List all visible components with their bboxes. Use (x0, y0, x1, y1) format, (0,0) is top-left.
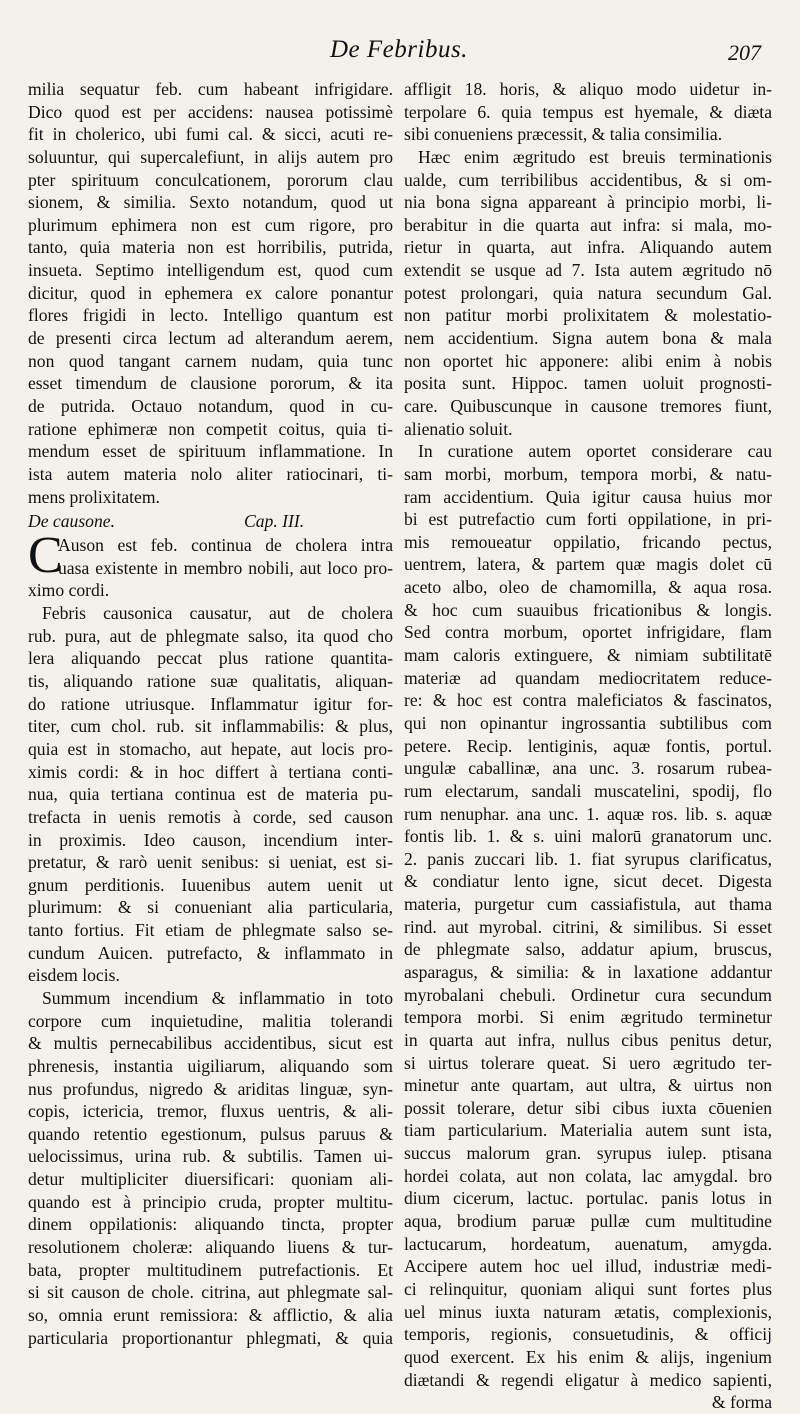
text-line: lera aliquando peccat plus ratione quantita- (28, 648, 393, 669)
text-line: dicitur, quod in ephemera ex calore ponantur (28, 282, 393, 303)
text-line: rietur in quarta, aut infra. Aliquando autem (404, 237, 772, 258)
text-line: care. Quibuscunque in causone tremores fiunt, (404, 395, 772, 416)
text-line: trefacta in uenis remotis à corde, sed causon (28, 806, 393, 827)
text-line: esset timendum de clausione pororum, & ita (28, 373, 393, 394)
text-line: fit in cholerico, ubi fumi cal. & sicci, acuti re- (28, 124, 393, 145)
text-line: non patitur morbi prolixitatem & molestatio- (404, 305, 772, 326)
chapter-title: De causone. (28, 511, 115, 532)
text-line: sam morbi, morbum, tempora morbi, & natu- (404, 463, 772, 484)
text-line: terpolare 6. quia tempus est hyemale, & diæta (404, 101, 772, 122)
text-line: tis, aliquando ratione suæ qualitatis, aliquan- (28, 671, 393, 692)
text-line: detur multipliciter diuersificari: quoniam ali- (28, 1169, 393, 1190)
text-line: ximis cordi: & in hoc differt à tertiana conti- (28, 761, 393, 782)
text-line: ci relinquitur, quoniam aliqui sunt fortes plus (404, 1278, 772, 1299)
text-line: so, omnia erunt remissiora: & afflictio, & alia (28, 1304, 393, 1325)
text-line: asparagus, & similia: & in laxatione addantur (404, 961, 772, 982)
text-line: plurimum: & si conueniant alia particularia, (28, 897, 393, 918)
text-line: Hæc enim ægritudo est breuis terminationis (418, 146, 772, 167)
text-line: pter spirituum conculcationem, pororum clau (28, 169, 393, 190)
text-line: & multis pernecabilibus accidentibus, sicut est (28, 1033, 393, 1054)
text-line: qui non opinantur ingrossantia subtilibus com (404, 712, 772, 733)
text-line: possit tolerare, detur sibi cibus iuxta cōuenien (404, 1097, 772, 1118)
text-line: materia, purgetur cum cassiafistula, aut thama (404, 894, 772, 915)
text-line: quando est à principio cruda, propter multitu- (28, 1191, 393, 1212)
chapter-first-lines (28, 527, 393, 585)
left-text-block (28, 78, 393, 508)
text-line: Dico quod est per accidens: nausea potissimè (28, 101, 393, 122)
text-line: ungulæ caballinæ, ana unc. 3. rosarum rubea- (404, 758, 772, 779)
text-line: resolutionem choleræ: aliquando liuens & tur- (28, 1237, 393, 1258)
chapter-heading (28, 508, 393, 534)
text-line: phrenesis, instantia uigiliarum, aliquando som (28, 1055, 393, 1076)
text-line: particularia proportionantur phlegmati, & quia (28, 1327, 393, 1348)
text-line: pretatur, & rarò uenit senibus: si ueniat, est si- (28, 852, 393, 873)
text-line: uentrem, latera, & partem quæ magis dolet cū (404, 554, 772, 575)
text-line: sionem, & similia. Sexto notandum, quod ut (28, 192, 393, 213)
text-line: in proximis. Ideo causon, incendium inter- (28, 829, 393, 850)
text-line: de phlegmate salso, addatur apium, bruscus, (404, 939, 772, 960)
text-line: ram accidentium. Quia igitur causa huius mor (404, 486, 772, 507)
chapter-number: Cap. III. (244, 511, 305, 532)
text-line: hordei colata, aut non colata, lac amygdal. bro (404, 1165, 772, 1186)
running-head (0, 30, 800, 70)
text-line: posita sunt. Hippoc. tamen uoluit prognosti- (404, 373, 772, 394)
text-line: quod exercent. Ex his enim & alijs, ingenium (404, 1346, 772, 1367)
right-text-block (404, 78, 772, 1391)
text-line: si sit causon de chole. citrina, aut phlegmate sal- (28, 1282, 393, 1303)
left-text-block-2 (28, 579, 393, 1349)
text-line: 2. panis zuccari lib. 1. fiat syrupus clarificatus, (404, 848, 772, 869)
drop-cap: C (28, 527, 63, 585)
text-line: re: & hoc est contra maleficiatos & fascinatos, (404, 690, 772, 711)
text-line: fontis lib. 1. & s. uini malorū granatorum unc. (404, 826, 772, 847)
text-line: cundum Auicen. putrefacto, & inflammato in (28, 942, 393, 963)
text-line: succus malorum gran. syrupus iulep. ptisana (404, 1143, 772, 1164)
text-line: Auson est feb. continua de cholera intra (58, 535, 393, 556)
text-line: myrobalani chebuli. Ordinetur cura secundum (404, 984, 772, 1005)
text-line: soluuntur, qui supercalefiunt, in alijs autem pro (28, 146, 393, 167)
text-line: Accipere autem hoc uel illud, industriæ medi- (404, 1256, 772, 1277)
text-line: aqua, brodium paruæ pullæ cum multitudine (404, 1211, 772, 1232)
running-title: De Febribus. (330, 36, 468, 63)
text-line: potest prolongari, quia natura secundum Gal. (404, 282, 772, 303)
text-line: mam caloris extinguere, & nimiam subtilitatē (404, 645, 772, 666)
text-line: aceto albo, oleo de chamomilla, & aqua rosa. (404, 577, 772, 598)
text-line: non oportet hic apponere: alibi enim à nobis (404, 350, 772, 371)
text-line: berabitur in die quarta aut infra: si mala, mo- (404, 214, 772, 235)
text-line: nia bona signa appareant à principio morbi, li- (404, 192, 772, 213)
text-line: tanto, quia materia non est horribilis, putrida, (28, 237, 393, 258)
text-line: quando retentio egestionum, pulsus paruus & (28, 1123, 393, 1144)
text-line: uasa existente in membro nobili, aut loco pro- (58, 557, 393, 578)
text-line: titer, cum chol. rub. sit inflammabilis: & plus, (28, 716, 393, 737)
text-line: milia sequatur feb. cum habeant infrigidare. (28, 79, 393, 99)
text-line: dinem oppilationis: aliquando tincta, propter (28, 1214, 393, 1235)
text-line: flores frigidi in lecto. Intelligo quantum est (28, 305, 393, 326)
text-line: si uirtus tolerare queat. Si uero ægritudo ter- (404, 1052, 772, 1073)
text-line: eisdem locis. (28, 965, 120, 986)
page-number: 207 (728, 40, 761, 65)
text-line: Febris causonica causatur, aut de cholera (42, 603, 393, 624)
text-line: & hoc cum suauibus fricationibus & longis. (404, 599, 772, 620)
text-line: tanto fortius. Fit etiam de phlegmate salso se- (28, 920, 393, 941)
text-line: nus profundus, nigredo & ariditas linguæ, syn- (28, 1078, 393, 1099)
text-line: nua, quia tertiana continua est de materia pu- (28, 784, 393, 805)
text-line: uel minus iuxta naturam ætatis, complexionis, (404, 1301, 772, 1322)
text-line: nem accidentium. Signa autem bona & mala (404, 328, 772, 349)
text-line: temporis, regionis, consuetudinis, & officij (404, 1324, 772, 1345)
right-column (404, 78, 772, 1413)
left-column (28, 78, 393, 1373)
text-line: materiæ ad quandam mediocritatem reduce- (404, 667, 772, 688)
text-line: minetur ante quartam, aut ultra, & uirtus non (404, 1075, 772, 1096)
text-line: copis, ictericia, tremor, fluxus uentris, & ali- (28, 1101, 393, 1122)
text-line: ista autem materia nolo aliter ratiocinari, ti- (28, 463, 393, 484)
text-line: lactucarum, hordeatum, auenatum, amygda. (404, 1233, 772, 1254)
text-line: affligit 18. horis, & aliquo modo uidetur in- (404, 79, 772, 99)
text-line: ratione ephimeræ non competit coitus, quia ti- (28, 418, 393, 439)
text-line: de putrida. Octauo notandum, quod in cu- (28, 395, 393, 416)
text-line: tempora morbi. Si enim ægritudo terminetur (404, 1007, 772, 1028)
text-line: insueta. Septimo intelligendum est, quod cum (28, 260, 393, 281)
text-line: plurimum ephimera non est cum rigore, pro (28, 214, 393, 235)
text-line: petere. Recip. lentiginis, aquæ fontis, portul. (404, 735, 772, 756)
text-line: In curatione autem oportet considerare cau (418, 441, 772, 462)
text-line: ualde, cum terribilibus accidentibus, & si om- (404, 169, 772, 190)
text-line: rum electarum, sandali muscatelini, spodij, flo (404, 780, 772, 801)
text-line: dium cicerum, lactuc. portulac. panis lotus in (404, 1188, 772, 1209)
text-line: tiam particularium. Materialia autem sunt ista, (404, 1120, 772, 1141)
text-line: de presenti circa lectum ad alterandum aerem, (28, 328, 393, 349)
text-line: diætandi & regendi eligatur à medico sapienti, (404, 1369, 772, 1390)
text-line: do ratione utriusque. Inflammatur igitur for- (28, 693, 393, 714)
catchword: & forma (711, 1392, 772, 1413)
text-line: rub. pura, aut de phlegmate salso, ita quod cho (28, 625, 393, 646)
text-line: Summum incendium & inflammatio in toto (42, 987, 393, 1008)
text-line: rum nenuphar. ana unc. 1. aquæ ros. lib. s. aquæ (404, 803, 772, 824)
text-line: & condiatur lento igne, sicut decet. Digesta (404, 871, 772, 892)
text-line: mis remoueatur oppilatio, fricando pectus, (404, 531, 772, 552)
text-line: Sed contra morbum, oportet infrigidare, flam (404, 622, 772, 643)
text-line: mens prolixitatem. (28, 486, 160, 507)
text-line: bata, propter multitudinem putrefactionis. Et (28, 1259, 393, 1280)
text-line: in quarta aut infra, nullus cibus penitus detur, (404, 1029, 772, 1050)
text-line: uelocissimus, urina rub. & subtilis. Tamen ui- (28, 1146, 393, 1167)
text-line: gnum perditionis. Iuuenibus autem uenit ut (28, 874, 393, 895)
text-line: sibi conueniens præcessit, & talia consimilia. (404, 124, 723, 145)
text-line: extendit se usque ad 7. Ista autem ægritudo nō (404, 260, 772, 281)
chapter-opening (28, 527, 393, 585)
text-line: non quod tangant carnem nudam, quia tunc (28, 350, 393, 371)
text-line: bi est putrefactio cum forti oppilatione, in pri- (404, 509, 772, 530)
text-line: quia est in stomacho, aut hepate, aut locis pro- (28, 738, 393, 759)
text-line: ximo cordi. (28, 580, 110, 601)
text-line: rind. aut myrobal. citrini, & similibus. Si esset (404, 916, 772, 937)
text-line: corpore cum inquietudine, malitia tolerandi (28, 1010, 393, 1031)
text-line: mendum esset de spirituum inflammatione. In (28, 441, 393, 462)
text-line: alienatio soluit. (404, 418, 513, 439)
